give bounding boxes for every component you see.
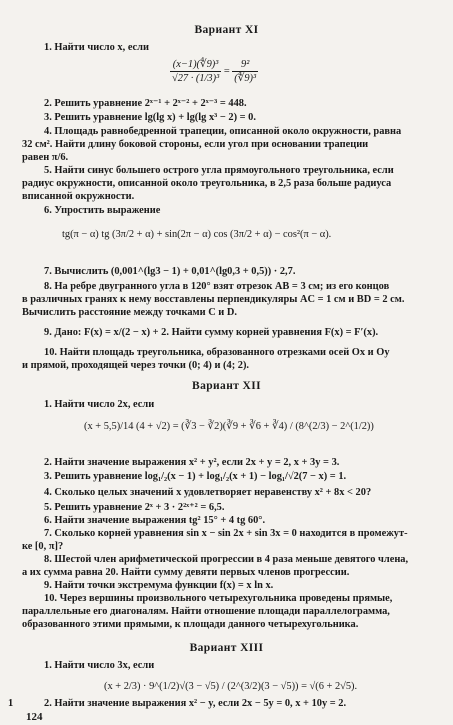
problem-text: 8. Шестой член арифметической прогрессии в 4 раза меньше девятого члена, — [44, 554, 409, 565]
problem-text: а их сумма равна 20. Найти сумму девяти первых членов прогрессии. — [22, 567, 350, 578]
problem-text: 1. Найти число 2x, если — [44, 399, 155, 410]
margin-mark: 1 — [8, 698, 14, 709]
problem-text: равен π/6. — [22, 152, 69, 163]
problem-text: 9. Найти точки экстремума функции f(x) = x ln x. — [44, 580, 274, 591]
problem-text: 2. Найти значение выражения x² − y, если 2x − 5y = 0, x + 10y = 2. — [44, 698, 347, 709]
problem-text: и прямой, проходящей через точки (0; 4) и (4; 2). — [22, 360, 250, 371]
problem-text: вписанной окружности. — [22, 191, 135, 202]
problem-text: 2. Решить уравнение 2ˣ⁻¹ + 2ˣ⁻² + 2ˣ⁻³ = 448. — [44, 98, 247, 109]
problem-text: 5. Решить уравнение 2ˣ + 3 · 2²ˣ⁺² = 6,5. — [44, 502, 225, 513]
formula: $\frac{\text{(x−1)(∜9)³}}{\text{√27 · (1/3)³}}$ = $\frac{\text{9²}}{\text{(∜9)³}}$ — [172, 59, 257, 84]
problem-text: 3. Решить уравнение lg(lg x) + lg(lg x³ − 2) = 0. — [44, 112, 256, 123]
problem-text: параллельные его диагоналям. Найти отношение площади параллелограмма, — [22, 606, 390, 617]
problem-text: 6. Упростить выражение — [44, 205, 161, 216]
problem-text: образованного этими прямыми, к площади данного четырехугольника. — [22, 619, 359, 630]
problem-text: ке [0, π]? — [22, 541, 64, 552]
formula: (x + 5,5)/14 (4 + √2) = (∛3 − ∛2)(∛9 + ∛6 + ∛4) / (8^(2/3) − 2^(1/2)) — [84, 421, 374, 432]
problem-text: 10. Найти площадь треугольника, образованного отрезками осей Ox и Oy — [44, 347, 390, 358]
problem-text: 9. Дано: F(x) = x/(2 − x) + 2. Найти сумму корней уравнения F(x) = F′(x). — [44, 327, 379, 338]
problem-text: 7. Вычислить (0,001^(lg3 − 1) + 0,01^(lg0,3 + 0,5)) · 2,7. — [44, 266, 296, 277]
problem-text: 3. Решить уравнение log₁/₂(x − 1) + log₁/₂(x + 1) − log₁/√2(7 − x) = 1. — [44, 471, 347, 482]
problem-text: радиус окружности, описанной около треугольника, в 2,5 раза больше радиуса — [22, 178, 392, 189]
variant-title: Вариант XIII — [189, 642, 264, 654]
problem-text: 10. Через вершины произвольного четырехугольника проведены прямые, — [44, 593, 393, 604]
problem-text: 2. Найти значение выражения x² + y², если 2x + y = 2, x + 3y = 3. — [44, 457, 340, 468]
problem-text: 8. На ребре двугранного угла в 120° взят отрезок AB = 3 см; из его концов — [44, 281, 390, 292]
variant-title: Вариант XI — [194, 24, 259, 36]
problem-text: Вычислить расстояние между точками C и D. — [22, 307, 237, 318]
problem-text: 4. Сколько целых значений x удовлетворяет неравенству x² + 8x < 20? — [44, 487, 372, 498]
problem-text: 6. Найти значение выражения tg² 15° + 4 tg 60°. — [44, 515, 266, 526]
problem-text: 7. Сколько корней уравнения sin x − sin 2x + sin 3x = 0 находится в промежут- — [44, 528, 408, 539]
problem-text: в различных гранях к нему восставлены перпендикуляры AC = 1 см и BD = 2 см. — [22, 294, 405, 305]
problem-text: 32 см². Найти длину боковой стороны, если угол при основании трапеции — [22, 139, 369, 150]
page-number: 124 — [26, 711, 43, 723]
formula: tg(π − α) tg (3π/2 + α) + sin(2π − α) cos (3π/2 + α) − cos²(π − α). — [62, 229, 332, 240]
problem-text: 1. Найти число x, если — [44, 42, 149, 53]
variant-title: Вариант XII — [192, 380, 261, 392]
problem-text: 1. Найти число 3x, если — [44, 660, 155, 671]
problem-text: 5. Найти синус большего острого угла прямоугольного треугольника, если — [44, 165, 394, 176]
problem-text: 4. Площадь равнобедренной трапеции, описанной около окружности, равна — [44, 126, 402, 137]
formula: (x + 2/3) · 9^(1/2)√(3 − √5) / (2^(3/2)(3 − √5)) = √(6 + 2√5). — [104, 681, 358, 692]
